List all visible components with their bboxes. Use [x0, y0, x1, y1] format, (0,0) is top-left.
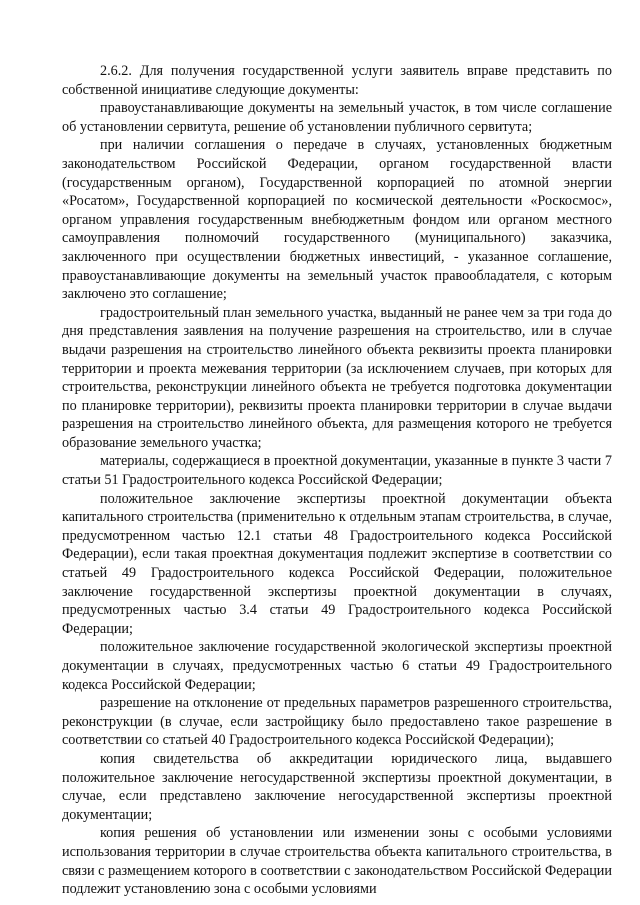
- paragraph-deviation-permit: разрешение на отклонение от предельных параметров разрешенного строительства, реконструкции (в случае, если застройщику было предоставлено такое разрешение в соответствии со статьей 40 Градостроительного кодекса Российской Федерации);: [62, 695, 612, 749]
- paragraph-urban-plan: градостроительный план земельного участка, выданный не ранее чем за три года до дня представления заявления на получение разрешения на строительство, или в случае выдачи разрешения на строительство линейного объекта реквизиты проекта планировки территории и проекта межевания территории (за исключением случаев, при которых для строительства, реконструкции линейного объекта не требуется подготовка документации по планировке территории), реквизиты проекта планировки территории в случае выдачи разрешения на строительство линейного объекта, для размещения которого не требуется образование земельного участка;: [62, 304, 612, 451]
- paragraph-transfer-agreement: при наличии соглашения о передаче в случаях, установленных бюджетным законодательством Российской Федерации, органом государственной власти (государственным органом), Государственной корпорацией по атомной энергии «Росатом», Государственной корпорацией по космической деятельности «Роскосмос», органом управления государственным внебюджетным фондом или органом местного самоуправления полномочий государственного (муниципального) заказчика, заключенного при осуществлении бюджетных инвестиций, - указанное соглашение, правоустанавливающие документы на земельный участок правообладателя, с которым заключено это соглашение;: [62, 137, 612, 303]
- paragraph-2-6-2-intro: 2.6.2. Для получения государственной услуги заявитель вправе представить по собственной инициативе следующие документы:: [62, 63, 612, 98]
- paragraph-positive-expertise: положительное заключение экспертизы проектной документации объекта капитального строительства (применительно к отдельным этапам строительства, в случае, предусмотренном частью 12.1 статьи 48 Градостроительного кодекса Российской Федерации), если такая проектная документация подлежит экспертизе в соответствии со статьей 49 Градостроительного кодекса Российской Федерации, положительное заключение государственной экспертизы проектной документации в случаях, предусмотренных частью 3.4 статьи 49 Градостроительного кодекса Российской Федерации;: [62, 490, 612, 637]
- paragraph-accreditation-copy: копия свидетельства об аккредитации юридического лица, выдавшего положительное заключение негосударственной экспертизы проектной документации, в случае, если представлено заключение негосударственной экспертизы проектной документации;: [62, 750, 612, 823]
- paragraph-special-zone-decision: копия решения об установлении или изменении зоны с особыми условиями использования территории в случае строительства объекта капитального строительства, в связи с размещением которого в соответствии с законодательством Российской Федерации подлежит установлению зона с особыми условиями: [62, 825, 612, 898]
- paragraph-project-materials: материалы, содержащиеся в проектной документации, указанные в пункте 3 части 7 статьи 51 Градостроительного кодекса Российской Федерации;: [62, 453, 612, 489]
- paragraph-title-documents: правоустанавливающие документы на земельный участок, в том числе соглашение об установлении сервитута, решение об установлении публичного сервитута;: [62, 100, 612, 135]
- paragraph-ecological-expertise: положительное заключение государственной экологической экспертизы проектной документации в случаях, предусмотренных частью 6 статьи 49 Градостроительного кодекса Российской Федерации;: [62, 639, 612, 693]
